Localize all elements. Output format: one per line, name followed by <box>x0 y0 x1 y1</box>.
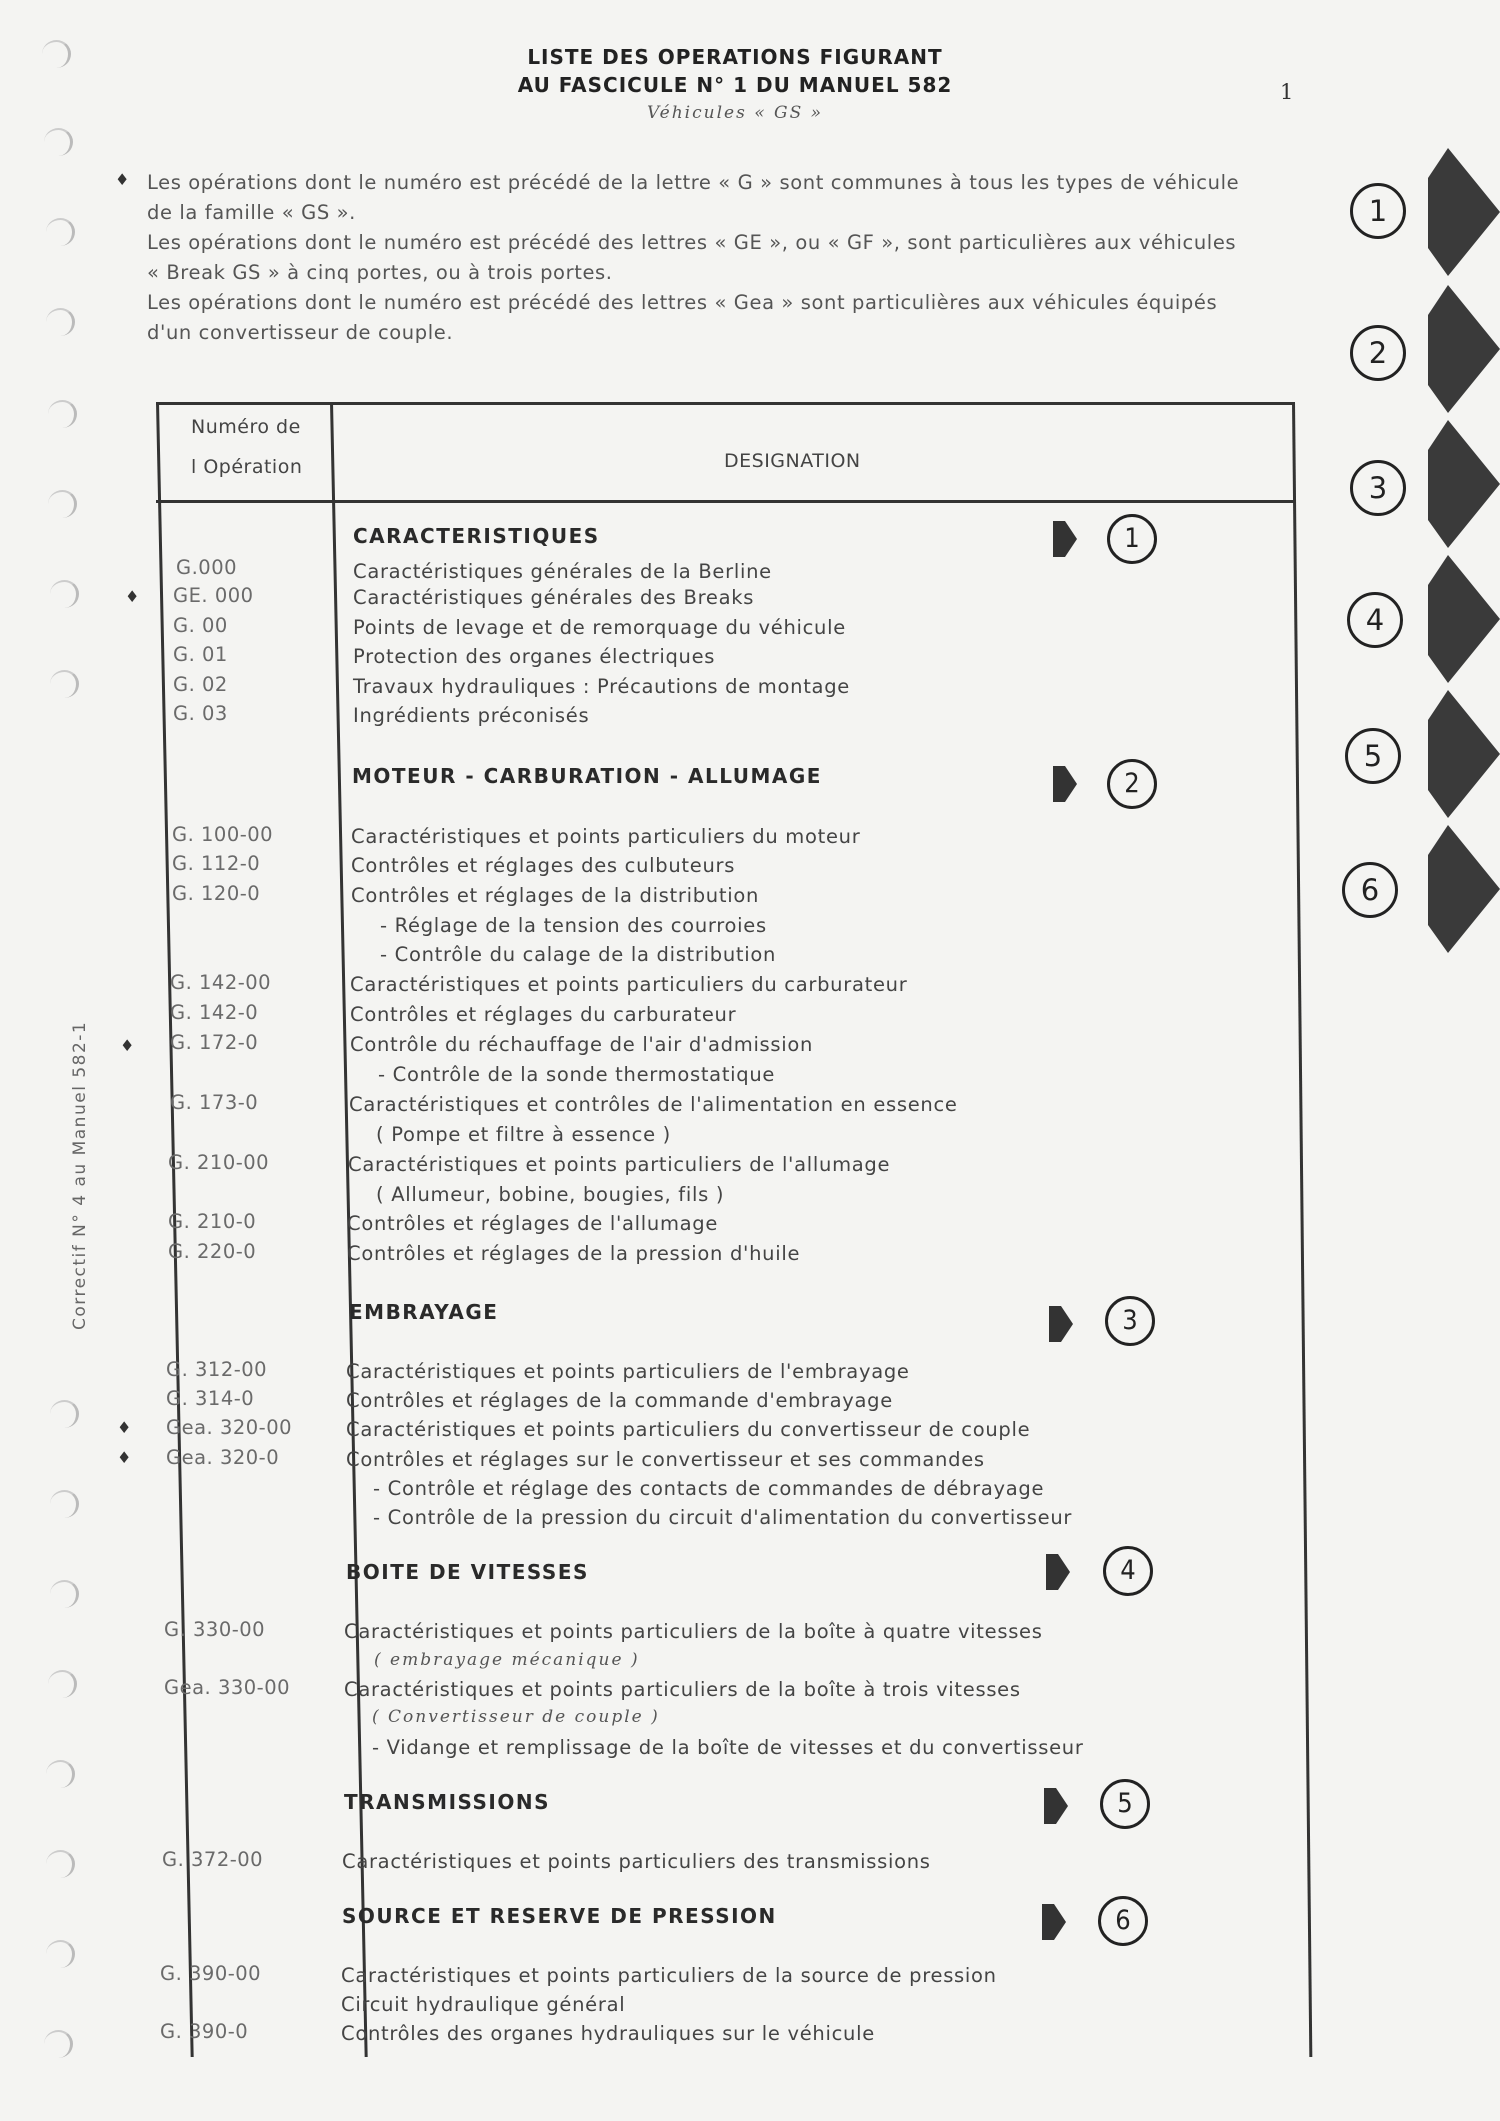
operation-number: Gea. 320-0 <box>166 1446 280 1469</box>
section-arrow-icon <box>1040 1902 1068 1942</box>
operation-designation: Caractéristiques générales de la Berline <box>353 560 772 583</box>
section-arrow-icon <box>1044 1552 1072 1592</box>
operation-number: G. 314-0 <box>166 1387 255 1410</box>
operation-designation: Contrôles et réglages sur le convertisseur et ses commandes <box>346 1448 985 1471</box>
intro-line: Les opérations dont le numéro est précédé des lettres « GE », ou « GF », sont particulières aux véhicules <box>147 231 1237 254</box>
bullet-marker: ♦ <box>125 587 140 606</box>
binder-hole <box>46 1940 75 1968</box>
operation-designation: Caractéristiques et points particuliers de la boîte à trois vitesses <box>344 1678 1021 1701</box>
binder-hole <box>46 1760 75 1788</box>
document-title-line2: AU FASCICULE N° 1 DU MANUEL 582 <box>517 73 953 97</box>
operation-designation: Protection des organes électriques <box>353 645 716 668</box>
operation-number: G. 120-0 <box>172 882 261 905</box>
operation-sub-item: - Contrôle et réglage des contacts de commandes de débrayage <box>373 1477 1045 1500</box>
section-badge: 1 <box>1107 514 1157 564</box>
intro-line: de la famille « GS ». <box>147 201 356 224</box>
section-title: BOITE DE VITESSES <box>346 1560 589 1584</box>
side-tab-arrow-icon <box>1428 420 1500 548</box>
intro-line: Les opérations dont le numéro est précédé de la lettre « G » sont communes à tous les types de véhicule <box>147 171 1240 194</box>
operation-designation: Points de levage et de remorquage du véhicule <box>353 616 846 639</box>
document-title-line1: LISTE DES OPERATIONS FIGURANT <box>527 45 943 69</box>
operation-number: G. 142-0 <box>170 1001 259 1024</box>
side-tab-arrow-icon <box>1428 285 1500 413</box>
bullet-marker: ♦ <box>117 1448 132 1467</box>
operation-designation: Caractéristiques générales des Breaks <box>353 586 755 609</box>
section-badge: 4 <box>1103 1546 1153 1596</box>
intro-bullet-marker: ♦ <box>115 170 130 189</box>
section-arrow-icon <box>1042 1786 1070 1826</box>
operation-number: G. 03 <box>173 702 228 725</box>
col-header-number-line2: l Opération <box>191 456 303 478</box>
operation-sub-item: - Contrôle du calage de la distribution <box>380 943 777 966</box>
operation-designation: Circuit hydraulique général <box>341 1993 626 2016</box>
section-title: SOURCE ET RESERVE DE PRESSION <box>342 1904 777 1928</box>
intro-line: d'un convertisseur de couple. <box>147 321 454 344</box>
section-title: TRANSMISSIONS <box>344 1790 551 1814</box>
operation-designation: Contrôles et réglages des culbuteurs <box>351 854 736 877</box>
operation-number: G. 312-00 <box>166 1358 268 1381</box>
section-badge: 2 <box>1107 759 1157 809</box>
operation-designation: Contrôles et réglages de l'allumage <box>347 1212 719 1235</box>
binder-hole <box>50 580 79 608</box>
operation-designation: Caractéristiques et points particuliers du moteur <box>351 825 861 848</box>
operation-designation: Contrôles et réglages de la distribution <box>351 884 760 907</box>
operation-designation: Caractéristiques et points particuliers de l'allumage <box>348 1153 891 1176</box>
operation-number: GE. 000 <box>173 584 254 607</box>
side-tab-number: 3 <box>1350 460 1406 516</box>
bullet-marker: ♦ <box>120 1036 135 1055</box>
operation-sub-item: - Contrôle de la pression du circuit d'alimentation du convertisseur <box>373 1506 1073 1529</box>
section-arrow-icon <box>1051 764 1079 804</box>
document-subtitle: Véhicules « GS » <box>646 103 824 123</box>
binder-hole <box>46 1850 75 1878</box>
binder-hole <box>48 490 77 518</box>
operation-number: G. 330-00 <box>164 1618 266 1641</box>
binder-hole <box>46 218 75 246</box>
side-tab-number: 4 <box>1347 592 1403 648</box>
operation-number: G. 100-00 <box>172 823 274 846</box>
operation-sub-item: - Vidange et remplissage de la boîte de vitesses et du convertisseur <box>372 1736 1084 1759</box>
section-arrow-icon <box>1051 519 1079 559</box>
operation-designation: Contrôle du réchauffage de l'air d'admission <box>350 1033 814 1056</box>
section-title: EMBRAYAGE <box>349 1300 499 1324</box>
binder-hole <box>48 1670 77 1698</box>
section-title: MOTEUR - CARBURATION - ALLUMAGE <box>352 764 822 788</box>
operation-sub-item: ( Allumeur, bobine, bougies, fils ) <box>376 1183 725 1206</box>
section-arrow-icon <box>1047 1304 1075 1344</box>
operation-designation: Caractéristiques et points particuliers de la boîte à quatre vitesses <box>344 1620 1043 1643</box>
operation-number: G. 172-0 <box>170 1031 259 1054</box>
operation-designation: Contrôles des organes hydrauliques sur le véhicule <box>341 2022 875 2045</box>
operation-designation: Ingrédients préconisés <box>353 704 590 727</box>
binder-hole <box>50 1490 79 1518</box>
operation-number: G. 142-00 <box>170 971 272 994</box>
operation-designation: Caractéristiques et contrôles de l'alimentation en essence <box>349 1093 958 1116</box>
intro-line: « Break GS » à cinq portes, ou à trois portes. <box>147 261 613 284</box>
side-tab-number: 2 <box>1350 325 1406 381</box>
table-top-border <box>156 402 1294 405</box>
binder-hole <box>50 1400 79 1428</box>
operation-designation: Caractéristiques et points particuliers des transmissions <box>342 1850 931 1873</box>
operation-number: G. 390-00 <box>160 1962 262 1985</box>
section-badge: 6 <box>1098 1896 1148 1946</box>
operation-number: G. 220-0 <box>168 1240 257 1263</box>
col-header-designation: DESIGNATION <box>724 450 861 472</box>
col-header-number-line1: Numéro de <box>191 416 301 438</box>
section-badge: 3 <box>1105 1296 1155 1346</box>
operation-number: G. 210-00 <box>168 1151 270 1174</box>
intro-line: Les opérations dont le numéro est précédé des lettres « Gea » sont particulières aux véhicules équipés <box>147 291 1218 314</box>
side-tab-arrow-icon <box>1428 148 1500 276</box>
operation-sub-item: ( Convertisseur de couple ) <box>372 1707 660 1727</box>
operation-designation: Travaux hydrauliques : Précautions de montage <box>353 675 850 698</box>
operation-number: G. 01 <box>173 643 228 666</box>
operation-number: G. 210-0 <box>168 1210 257 1233</box>
operation-sub-item: - Contrôle de la sonde thermostatique <box>378 1063 776 1086</box>
binder-hole <box>50 1580 79 1608</box>
table-header-border <box>156 500 1294 503</box>
operation-number: G. 112-0 <box>172 852 261 875</box>
table-right-border <box>1292 402 1312 2057</box>
operation-sub-item: - Réglage de la tension des courroies <box>380 914 767 937</box>
side-tab-arrow-icon <box>1428 690 1500 818</box>
page-number: 1 <box>1280 80 1294 104</box>
binder-hole <box>44 2030 73 2058</box>
operation-sub-item: ( Pompe et filtre à essence ) <box>376 1123 671 1146</box>
binder-hole <box>48 400 77 428</box>
bullet-marker: ♦ <box>117 1418 132 1437</box>
side-tab-arrow-icon <box>1428 825 1500 953</box>
operation-number: G. 02 <box>173 673 228 696</box>
operation-designation: Contrôles et réglages de la commande d'embrayage <box>346 1389 893 1412</box>
side-tab-number: 6 <box>1342 862 1398 918</box>
intro-paragraph <box>147 168 1307 348</box>
operation-number: G.000 <box>176 556 238 579</box>
section-badge: 5 <box>1100 1779 1150 1829</box>
side-tab-arrow-icon <box>1428 555 1500 683</box>
binder-hole <box>44 128 73 156</box>
margin-correction-note: Correctif N° 4 au Manuel 582-1 <box>70 1020 90 1330</box>
binder-hole <box>46 308 75 336</box>
section-title: CARACTERISTIQUES <box>353 524 600 548</box>
operation-number: Gea. 320-00 <box>166 1416 293 1439</box>
operation-number: Gea. 330-00 <box>164 1676 291 1699</box>
operation-designation: Caractéristiques et points particuliers du convertisseur de couple <box>346 1418 1031 1441</box>
side-tab-number: 5 <box>1345 728 1401 784</box>
operation-designation: Contrôles et réglages du carburateur <box>350 1003 737 1026</box>
operation-sub-item: ( embrayage mécanique ) <box>374 1650 640 1670</box>
operation-number: G. 00 <box>173 614 228 637</box>
operation-designation: Contrôles et réglages de la pression d'huile <box>347 1242 801 1265</box>
binder-hole <box>42 40 71 68</box>
operation-number: G. 390-0 <box>160 2020 249 2043</box>
operation-designation: Caractéristiques et points particuliers de l'embrayage <box>346 1360 910 1383</box>
binder-hole <box>50 670 79 698</box>
side-tab-number: 1 <box>1350 183 1406 239</box>
operation-designation: Caractéristiques et points particuliers du carburateur <box>350 973 908 996</box>
operation-number: G. 372-00 <box>162 1848 264 1871</box>
operation-designation: Caractéristiques et points particuliers de la source de pression <box>341 1964 997 1987</box>
operation-number: G. 173-0 <box>170 1091 259 1114</box>
